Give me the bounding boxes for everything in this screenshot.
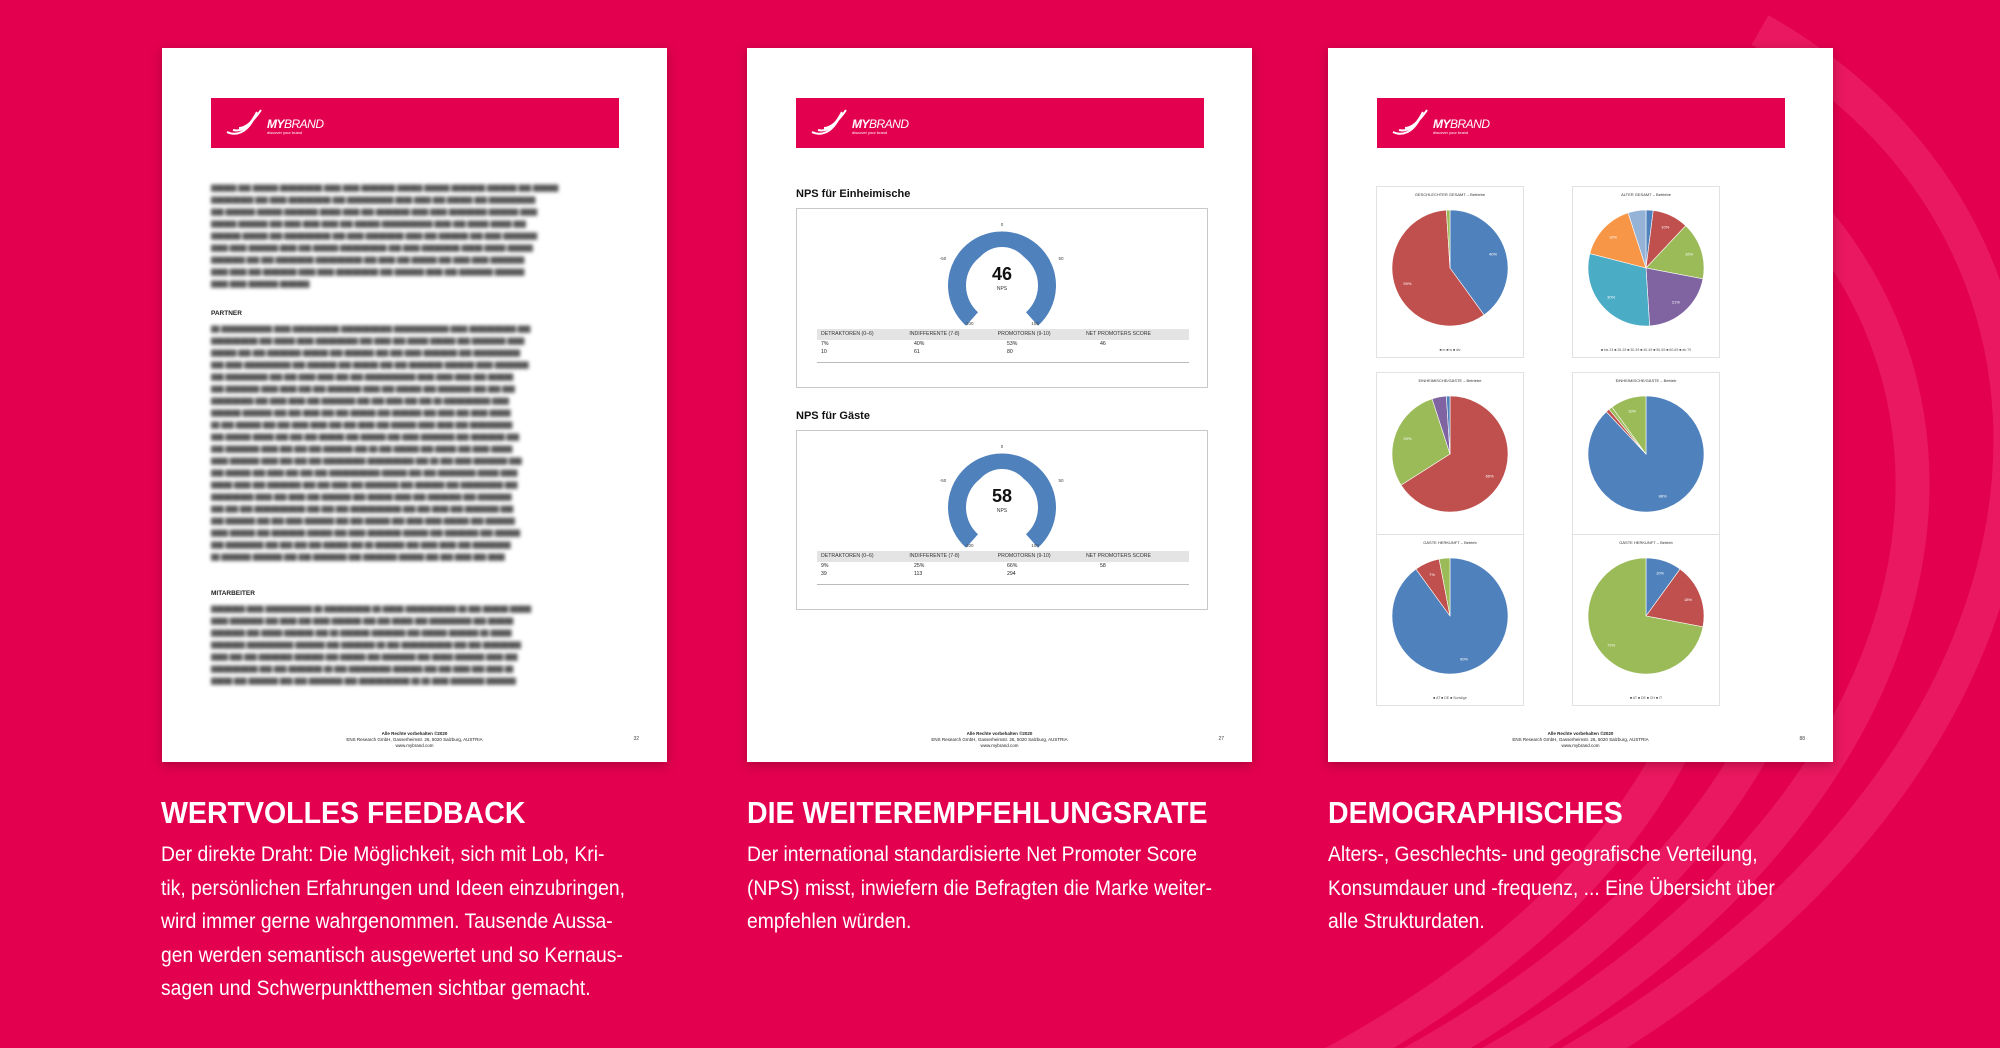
pie-slice-label-0: 88% [1658,493,1667,499]
brand-name-bold: MY [267,117,284,131]
scale-top: 0 [1000,222,1004,227]
cell-detraktoren-pct: 9% [821,563,829,569]
pie-slice-label-1: 18% [1684,596,1693,602]
scale-bottom-left: -100 [964,543,974,548]
pie-slice-label-0: 10% [1655,570,1664,576]
description-line: gen werden semantisch ausgewertet und so Kernaus- [161,943,623,967]
brand-tagline: discover your brand [267,130,303,135]
nps-table-header [817,551,1189,562]
pie-slice-label-1: 59% [1403,280,1412,286]
pie-title: GÄSTE HERKUNFT – Betrieb [1619,540,1673,545]
table-rule [817,356,1189,363]
cell-nps-count [1096,348,1189,356]
pie-title: EINHEIMISCHE/GÄSTE – Betrieb [1615,378,1677,383]
nps-gauge-einheimische [927,221,1077,326]
page-footer [747,731,1252,749]
cell-promotoren-pct: 66% [1007,563,1018,569]
scale-bottom-right: 100 [1031,321,1039,326]
pie-svg [1390,550,1510,684]
pie-legend: ■ m ■ w ■ div [1439,348,1461,352]
brand-name-bold: MY [1433,117,1450,131]
brand-logo [1391,106,1511,140]
header-promotoren: PROMOTOREN (9-10) [997,331,1051,337]
brand-swoosh-icon [810,106,850,140]
nps-title-gaeste: NPS für Gäste [796,410,870,422]
nps-title-einheimische: NPS für Einheimische [796,188,911,200]
pie-svg [1586,202,1706,336]
page-footer [162,731,667,749]
document-page-feedback [162,48,667,762]
blurred-text-block-2: ██ ████████████ ████ ███████████ ████████████ █████████████ ████ ███████████ ███ ███████████ ███ █████ ████ ██████████ ███ ████ ███ █████ ██████ ███ ████████ ████ ██████ ███ ███ ████████ ██████ ███ ███████ ███ ███ ████ ████████ ███ ███████████ ███ ████ ███████████ ███ ███████ ███ ██████ ███ ███ ████████ ███████ ████ ████████ ███ ██████████ ███ ███ ████ ████ ███ ███ ████████████ ████ ████ ████ ███ ██████ ███ ████████ ████ ████ ███ ███ ████████ ████ ███ ██████ ███ ████████ ███ ███ ███ ██████████ ███ ████ ████ ███ ████████ ███ ███ ████ ███ ███ ██ ███████████ ████ ███████ ███████ ███ ███ ████ ███ ███ ██████ ███ ███████ ███ ████ ███ ████ █████ ██ ███ ██████ ███ ███ ████ ████ ███ ███ ████ ███ ██████ ████ ████ ███ ██████████ ███ ██████ █████ ███ ███ ███ ██████ ███ ██████ ███ ████ ████████ ███ ████████ ███ ███ ████████ ████ ███ ███ ███ ███████ ███ ██ ███ ██████ ███ █████ ███ ████ █████ ████ ███████ ████ ███ ███ ███ ██████████ ███████████ ███ ██ ███ ████ ████████ ███ ███ ██████ ███ ████ ███ ███ ███ ████████████ ██████ ███ ███ █████████ █████ ████ █████ ████ ███ ████████ ███ ███ ████ ███ ████████ ███ ███████ ███ ██████████ ███ ██████████ ████ ███ ████ ███ ███████ ███ ██████ ████ ███ ████████ ███ ████████ ███ ███ ███ ████████████ ███ ███ ███ ████████████ ███ ███ ████ ███ ████████ ███ ███ ███████ ███ ███ ████ ███████ ███ ███ ██████ ███ ████ ████ ██████ ███ ███████ ████ ██████ ███ ████████ ██████ ███ ████ ████████ ██████ ███ ████████ ███ ██████ ███ █████████ ███ ███ ███ ███ ██████ ███ ██ ███████ ███ ████ ████ ███ █████████ ██ ███████ ███████ ███ ███ ████████ ███ ████████ ██████ ███ ███ ████ ███ ████ [211,327,531,561]
pie-slice-label-4: 30% [1607,294,1616,300]
page-number: 88 [1799,736,1805,742]
nps-gauge-gaeste [927,443,1077,548]
description-line: alle Strukturdaten. [1328,910,1485,933]
brand-tagline: discover your brand [852,130,888,135]
nps-score-gaeste: 58 [991,486,1013,506]
footer-address: ENS Research GmbH, Gasserheimstr. 26, 5020 Salzburg, AUSTRIA [931,737,1068,742]
header-detraktoren: DETRAKTOREN (0–6) [821,331,874,337]
cell-nps-count [1096,570,1189,578]
heading-demographics: DEMOGRAPHISCHES [1328,795,1623,830]
header-indifferente: INDIFFERENTE (7-8) [909,331,960,337]
cell-promotoren-pct: 53% [1007,341,1018,347]
section-label-mitarbeiter: MITARBEITER [211,590,255,597]
cell-indifferente-count: 61 [914,349,920,355]
footer-website: www.mybrand.com [395,743,434,748]
nps-score-einheimische: 46 [991,264,1013,284]
pie-title: EINHEIMISCHE/GÄSTE – Betriebe [1418,378,1482,383]
scale-right: 50 [1058,478,1064,483]
description-line: empfehlen würden. [747,910,912,933]
pie-svg [1390,202,1510,336]
nps-gauge-label: NPS [996,508,1008,514]
header-detraktoren: DETRAKTOREN (0–6) [821,553,874,559]
footer-rights: Alle Rechte vorbehalten ©2020 [966,731,1033,736]
table-row-count [817,570,1189,578]
cell-promotoren-count: 80 [1007,349,1013,355]
brand-tagline: discover your brand [1433,130,1469,135]
brand-name-bold: MY [852,117,869,131]
cell-detraktoren-count: 10 [821,349,827,355]
scale-bottom-right: 100 [1031,543,1039,548]
nps-table-einheimische [817,329,1189,363]
cell-indifferente-count: 113 [914,571,923,577]
brand-name-rest: BRAND [284,117,324,131]
description-nps [747,838,1262,939]
footer-rights: Alle Rechte vorbehalten ©2020 [381,731,448,736]
scale-right: 50 [1058,256,1064,261]
cell-promotoren-count: 294 [1007,571,1016,577]
pie-svg [1390,388,1510,522]
pie-slice-label-1: 7% [1429,571,1435,577]
description-line: Der direkte Draht: Die Möglichkeit, sich mit Lob, Kri- [161,843,605,866]
footer-address: ENS Research GmbH, Gasserheimstr. 26, 5020 Salzburg, AUSTRIA [346,737,483,742]
page-number: 27 [1218,736,1224,742]
pie-chart-2 [1376,372,1524,544]
description-line: wird immer gerne wahrgenommen. Tausende Aussa- [161,910,613,933]
blurred-text-block-3: ████████ ████ ███████████ ██ ███████████ ██ █████ ████████████ ██ ███ ██████ █████ ████ ████████ ███ ████ ███ ████ ███████ ███ ███ █████ ███ ██████████ ███ ██████ ████████ ███ █████ ███████ ███ ██ ███████ ████████ ███ ██████ ███████ ██ █████ ████████ ███████████ ███████ ███ ████████ ██ ███ ████████████ ███ ███ █████████ ████ ███ ███ ████████ ███████ ███ ██████ ███ ████████ ███ █████ ███████ ████ ███ ███████████ ███ ███ ████████ ██ ███ ██████████ ███████ ███ ███ ████ ███ ████ ██ █████ ███ ███████ ███ ███ ████████ ███ ████████████ ██ ██ ████ ████████ ███████ [211,607,532,685]
brand-banner [796,98,1204,148]
pie-slice-label-0: 40% [1489,251,1498,257]
description-line: (NPS) misst, inwiefern die Befragten die Marke weiter- [747,876,1212,900]
brand-logo [810,106,930,140]
brand-name-rest: BRAND [869,117,909,131]
pie-slice-label-5: 16% [1609,234,1618,240]
table-row-percent [817,340,1189,348]
page-number: 32 [633,736,639,742]
description-feedback [161,838,676,1006]
pie-title: GESCHLECHTER GESAMT – Betriebe [1414,192,1486,197]
blurred-text-block-1: ██████ ███ ██████ ██████████ ████ ████ ████████ ██████ ██████ ████████ ███████ ███ ██████ ██████████ ███ ████ ██████████ ███ ███████████ ████ ████ ███ ██████ ███ ███████████ ███ ███████ ██████ ████████ █████ ████ ███ ████████ ████ ████ █████████ ███████ ████ ██████ ███████ ███ ████ ████ ████ ███ ██████ ████████████ ████ ███ █████ █████ ███ ███████ ██████ ███ ███████████ ███ ████ █████████ ████ ███ ███████ ███ ████ ████████ ████ ████ ███████ ████ ███ ██████ ███████████ ███ ████ █████████ █████ █████ ██████ ████████ ███ ███ █████████ ███████████ ███ ████ ███ ██████ ███ ████ ████ ████████ ████ ████ ███ ████████ ████ ████ ██████████ ███ ███████ ████ ███ ████████ ███████ ████ ████ ███████ ███████ [211,186,559,288]
pie-slice-label-2: 16% [1685,251,1694,257]
header-nps: NET PROMOTERS SCORE [1085,331,1151,337]
description-line: sagen und Schwerpunktthemen sichtbar gemacht. [161,977,591,1000]
cell-indifferente-pct: 25% [914,563,925,569]
pie-legend: ■ AT ■ DE ■ CH ■ IT [1629,696,1663,700]
footer-rights: Alle Rechte vorbehalten ©2020 [1547,731,1614,736]
section-label-partner: PARTNER [211,310,242,317]
pie-chart-0 [1376,186,1524,358]
header-nps: NET PROMOTERS SCORE [1085,553,1151,559]
pie-chart-3 [1572,372,1720,544]
table-row-percent [817,562,1189,570]
pie-slice-label-2: 72% [1607,642,1616,648]
scale-top: 0 [1000,444,1004,449]
pie-svg [1586,388,1706,522]
cell-nps-value: 58 [1100,563,1106,569]
pie-legend: ■ AT ■ DE ■ Sonstige [1433,696,1467,700]
description-line: Konsumdauer und -frequenz, ... Eine Übersicht über [1328,876,1775,900]
cell-detraktoren-pct: 7% [821,341,829,347]
pie-svg [1586,550,1706,684]
header-promotoren: PROMOTOREN (9-10) [997,553,1051,559]
table-rule [817,578,1189,585]
table-row-count [817,348,1189,356]
description-line: Alters-, Geschlechts- und geografische Verteilung, [1328,843,1758,866]
brand-name [852,117,909,131]
description-line: tik, persönlichen Erfahrungen und Ideen einzubringen, [161,876,626,900]
pie-slice-label-1: 29% [1403,436,1412,442]
description-line: Der international standardisierte Net Promoter Score [747,843,1197,866]
heading-nps: DIE WEITEREMPFEHLUNGSRATE [747,795,1208,830]
nps-gauge-label: NPS [996,286,1008,292]
nps-panel-einheimische [796,208,1208,388]
pie-chart-4 [1376,534,1524,706]
pie-slice-label-3: 10% [1628,408,1637,414]
document-page-demographics [1328,48,1833,762]
pie-slice-label-1: 10% [1661,224,1670,230]
pie-slice-label-0: 90% [1459,656,1468,662]
pie-chart-1 [1572,186,1720,358]
nps-table-header [817,329,1189,340]
brand-banner [1377,98,1785,148]
footer-website: www.mybrand.com [980,743,1019,748]
pie-title: ALTER GESAMT – Betriebe [1621,192,1671,197]
header-indifferente: INDIFFERENTE (7-8) [909,553,960,559]
pie-slice-label-0: 66% [1485,473,1494,479]
brand-swoosh-icon [1391,106,1431,140]
nps-table-gaeste [817,551,1189,585]
footer-website: www.mybrand.com [1561,743,1600,748]
brand-name [1433,117,1490,131]
brand-name [267,117,324,131]
brand-swoosh-icon [225,106,265,140]
brand-logo [225,106,345,140]
cell-detraktoren-count: 39 [821,571,827,577]
cell-indifferente-pct: 40% [914,341,925,347]
heading-feedback: WERTVOLLES FEEDBACK [161,795,526,830]
description-demographics [1328,838,1843,939]
pie-chart-5 [1572,534,1720,706]
pie-slice-label-3: 21% [1671,299,1680,305]
brand-banner [211,98,619,148]
brand-name-rest: BRAND [1450,117,1490,131]
document-page-nps [747,48,1252,762]
scale-left: -50 [939,256,947,261]
nps-panel-gaeste [796,430,1208,610]
pie-title: GÄSTE HERKUNFT – Betrieb [1423,540,1477,545]
scale-bottom-left: -100 [964,321,974,326]
cell-nps-value: 46 [1100,341,1106,347]
footer-address: ENS Research GmbH, Gasserheimstr. 26, 5020 Salzburg, AUSTRIA [1512,737,1649,742]
page-footer [1328,731,1833,749]
pie-legend: ■ bis 24 ■ 25-29 ■ 30-39 ■ 40-49 ■ 50-59 ■ 60-69 ■ ab 70 [1600,348,1692,352]
scale-left: -50 [939,478,947,483]
